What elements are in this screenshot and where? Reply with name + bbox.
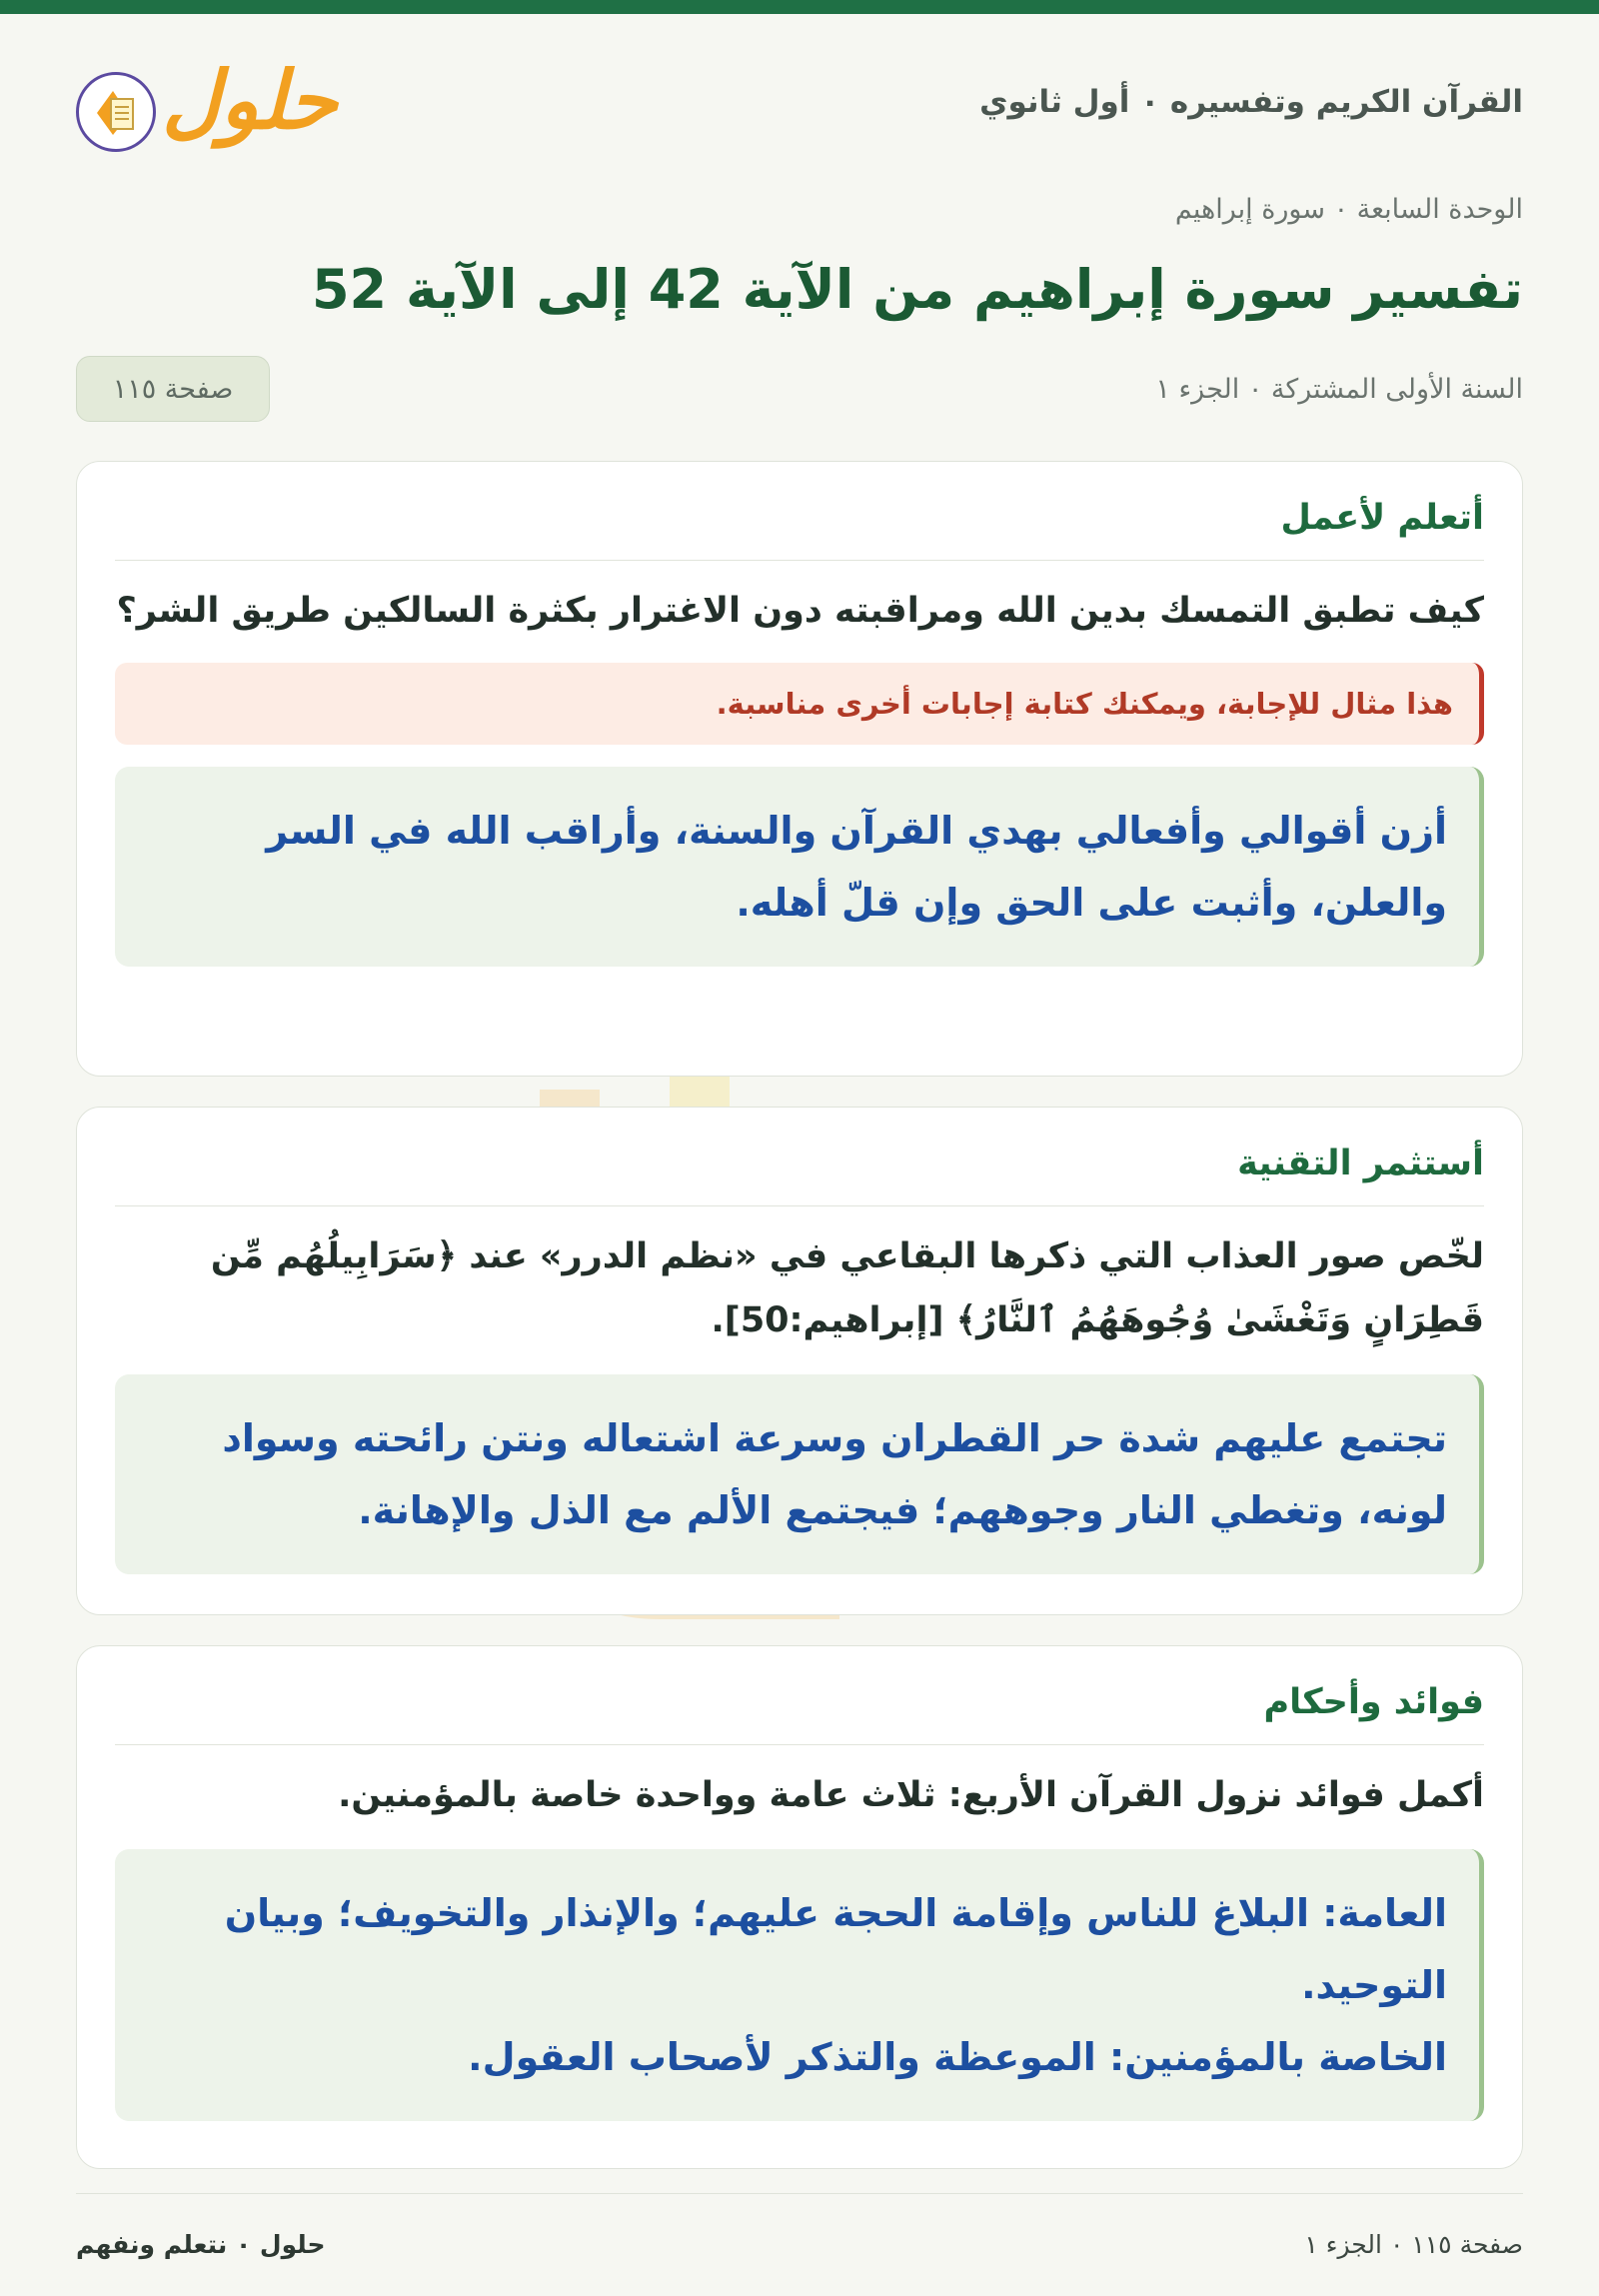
section-heading: فوائد وأحكام	[115, 1646, 1484, 1745]
page	[76, 14, 1523, 2296]
section-heading: أتعلم لأعمل	[115, 462, 1484, 561]
footer-page-info: صفحة ١١٥ ۰ الجزء ١	[1304, 2230, 1523, 2259]
breadcrumb: الوحدة السابعة ۰ سورة إبراهيم	[1174, 194, 1523, 225]
answer-line-general: العامة: البلاغ للناس وإقامة الحجة عليهم؛ والإنذار والتخويف؛ وبيان التوحيد.	[224, 1891, 1447, 2007]
section-benefits-rulings	[76, 1645, 1523, 2169]
question: كيف تطبق التمسك بدين الله ومراقبته دون الاغترار بكثرة السالكين طريق الشر؟	[116, 591, 1484, 631]
logo-text: حلول	[162, 54, 338, 147]
answer-note: هذا مثال للإجابة، ويمكنك كتابة إجابات أخرى مناسبة.	[115, 663, 1484, 745]
section-heading: أستثمر التقنية	[115, 1108, 1484, 1206]
answer-box: أزن أقوالي وأفعالي بهدي القرآن والسنة، وأراقب الله في السر والعلن، وأثبت على الحق وإن قلّ أهله.	[115, 767, 1484, 967]
answer-box: تجتمع عليهم شدة حر القطران وسرعة اشتعاله ونتن رائحته وسواد لونه، وتغطي النار وجوههم؛ فيجتمع الألم مع الذل والإهانة.	[115, 1374, 1484, 1574]
page-badge: صفحة ١١٥	[76, 356, 270, 422]
page-title: تفسير سورة إبراهيم من الآية 42 إلى الآية 52	[311, 258, 1523, 321]
footer	[76, 2193, 1523, 2274]
section-learn-to-act	[76, 461, 1523, 1077]
top-accent-bar	[0, 0, 1599, 14]
meta-info: السنة الأولى المشتركة ۰ الجزء ١	[1155, 374, 1523, 405]
logo	[76, 54, 338, 158]
course-title: القرآن الكريم وتفسيره ۰ أول ثانوي	[979, 84, 1523, 120]
question: لخّص صور العذاب التي ذكرها البقاعي في «نظم الدرر» عند ﴿سَرَابِيلُهُم مِّن قَطِرَانٍ وَتَغْشَىٰ وُجُوهَهُمُ ٱلنَّارُ﴾ [إبراهيم:50].	[210, 1236, 1484, 1340]
footer-brand: حلول ۰ نتعلم ونفهم	[76, 2230, 326, 2259]
section-use-technology	[76, 1107, 1523, 1615]
header	[76, 14, 1523, 204]
question: أكمل فوائد نزول القرآن الأربع: ثلاث عامة وواحدة خاصة بالمؤمنين.	[338, 1775, 1484, 1815]
book-icon	[76, 72, 156, 152]
answer-box	[115, 1849, 1484, 2121]
answer-line-believers: الخاصة بالمؤمنين: الموعظة والتذكر لأصحاب العقول.	[468, 2035, 1447, 2079]
